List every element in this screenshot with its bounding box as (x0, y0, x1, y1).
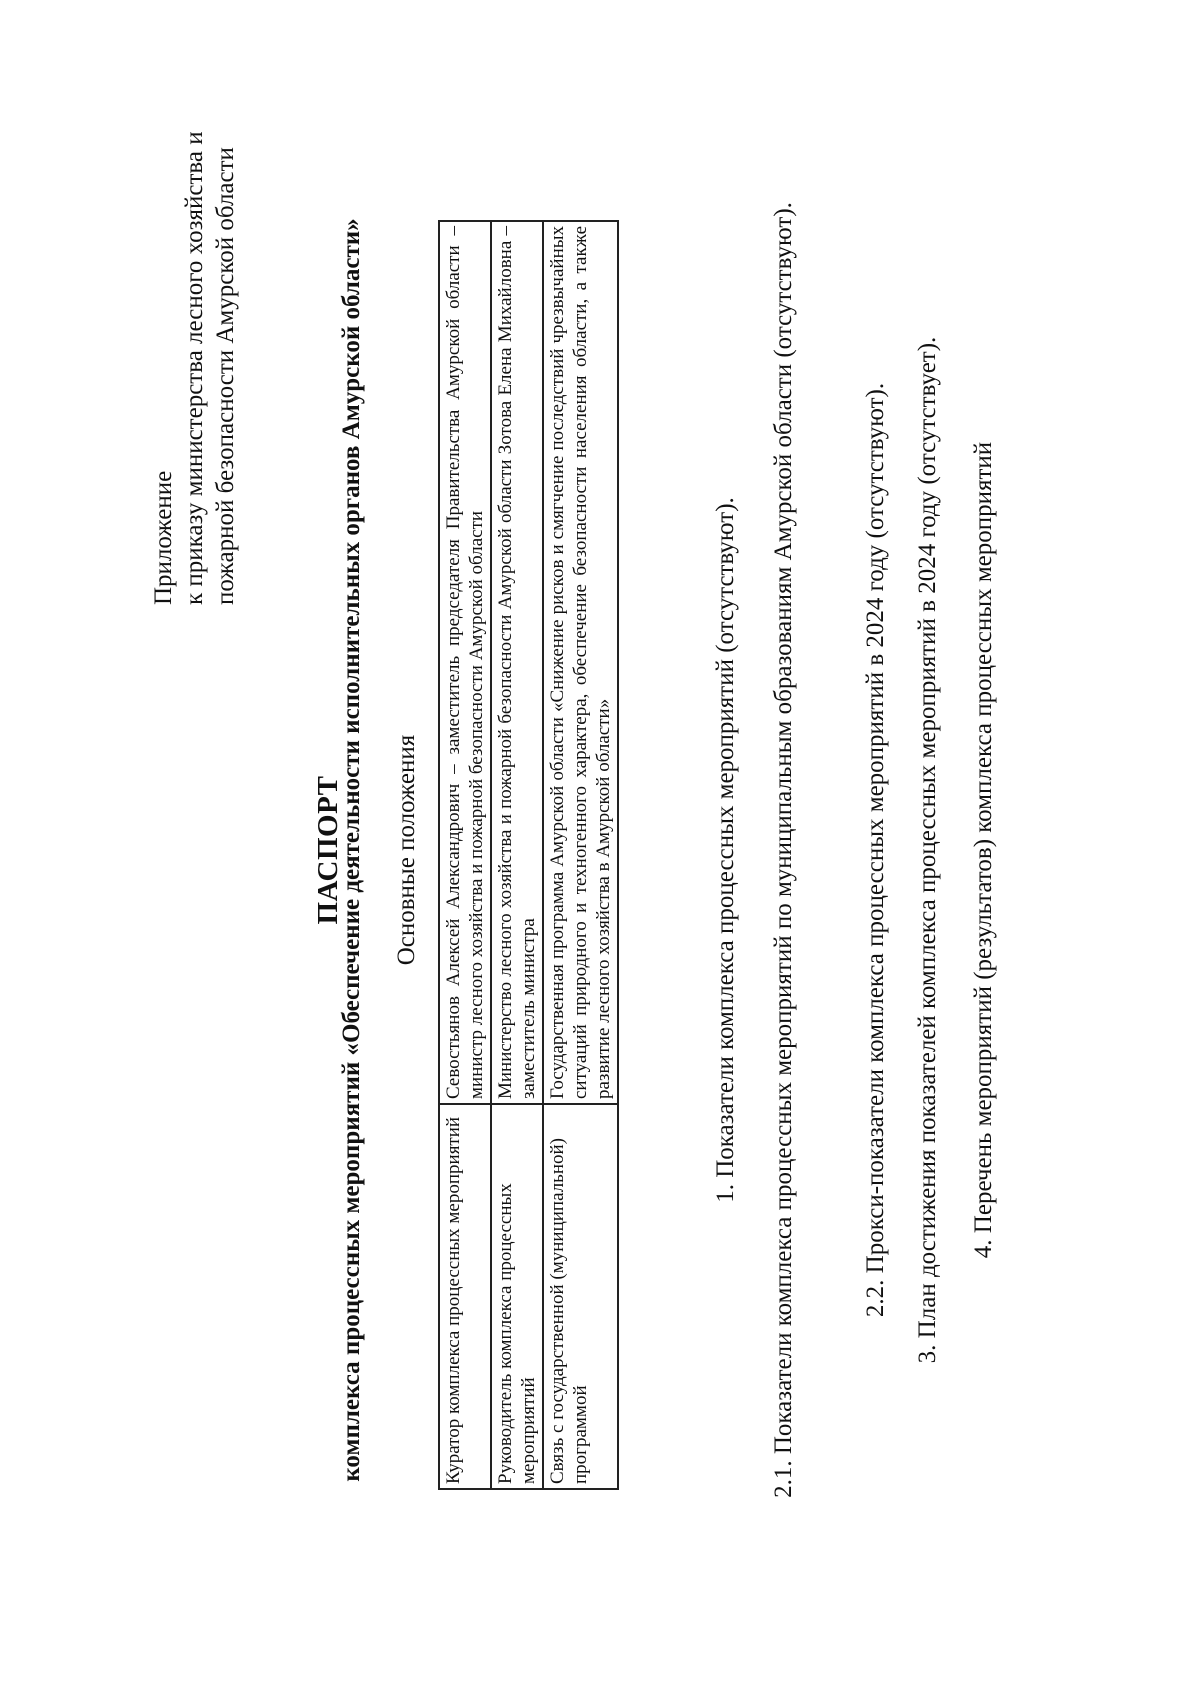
appendix-line: к приказу министерства лесного хозяйства и (181, 131, 208, 605)
passport-table (438, 220, 619, 1490)
table-cell-value: Государственная программа Амурской области «Снижение рисков и смягчение последствий чрезвычайных ситуаций природного и техногенного характера, обеспечение безопасности населения области, а также развитие лесного хозяйства в Амурской области» (543, 221, 618, 1104)
table-row (491, 221, 543, 1489)
table-cell-value: Севостьянов Алексей Александрович – заместитель председателя Правительства Амурской области – министр лесного хозяйства и пожарной безопасности Амурской области (439, 221, 491, 1104)
document-title: ПАСПОРТ (312, 775, 344, 925)
section-1: 1. Показатели комплекса процессных мероприятий (отсутствуют). (712, 497, 739, 1203)
section-3: 3. План достижения показателей комплекса процессных мероприятий в 2024 году (отсутствует). (914, 336, 941, 1364)
table-cell-key: Связь с государственной (муниципальной) программой (543, 1104, 618, 1489)
section-2-2: 2.2. Прокси-показатели комплекса процессных мероприятий в 2024 году (отсутствуют). (862, 382, 889, 1318)
document-subtitle: комплекса процессных мероприятий «Обеспечение деятельности исполнительных органов Амурской области» (338, 218, 365, 1482)
section-heading: Основные положения (393, 734, 420, 966)
table-row (543, 221, 618, 1489)
table-cell-key: Куратор комплекса процессных мероприятий (439, 1104, 491, 1489)
table-row (439, 221, 491, 1489)
table-cell-value: Министерство лесного хозяйства и пожарной безопасности Амурской области Зотова Елена Михайловна – заместитель министра (491, 221, 543, 1104)
section-4: 4. Перечень мероприятий (результатов) комплекса процессных мероприятий (970, 441, 997, 1259)
section-2-1: 2.1. Показатели комплекса процессных мероприятий по муниципальным образованиям Амурской области (отсутствуют). (770, 202, 797, 1498)
appendix-line: Приложение (150, 470, 177, 605)
appendix-note (148, 45, 241, 605)
appendix-line: пожарной безопасности Амурской области (212, 147, 239, 605)
table-cell-key: Руководитель комплекса процессных мероприятий (491, 1104, 543, 1489)
